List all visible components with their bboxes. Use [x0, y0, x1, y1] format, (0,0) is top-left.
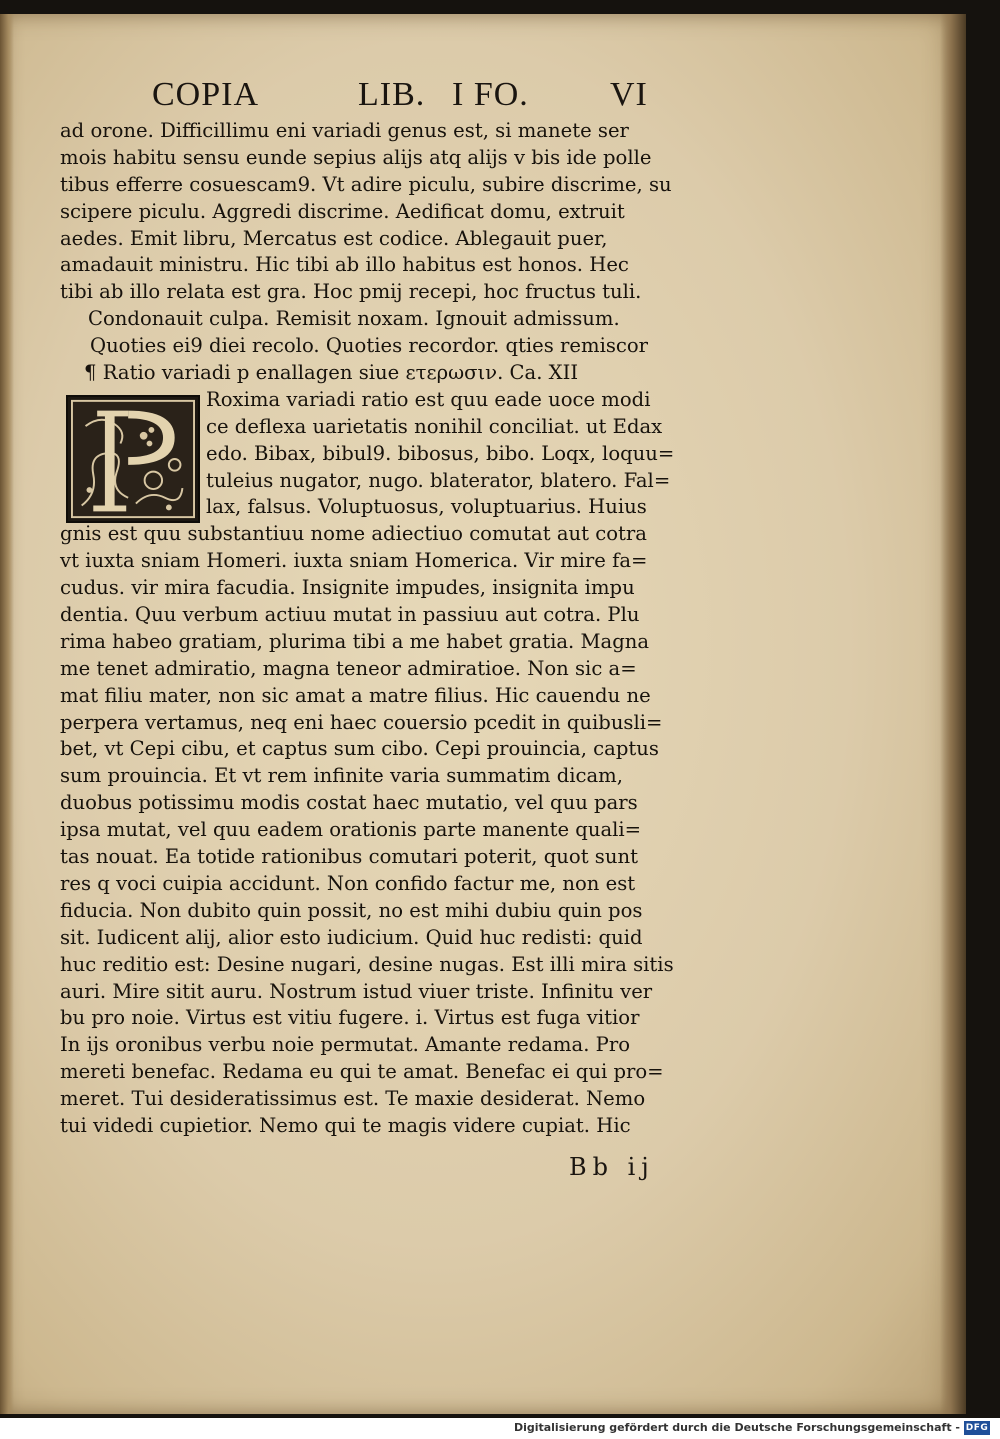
text-line: aedes. Emit libru, Mercatus est codice. Ablegauit puer, — [60, 226, 608, 250]
signature-mark: Bb ij — [569, 1153, 655, 1181]
header-book: LIB. — [358, 76, 426, 113]
text-line: ipsa mutat, vel quu eadem orationis parte manente quali= — [60, 818, 642, 842]
chapter-heading: ¶ Ratio variadi p enallagen siue ετερωσιν. Ca. XII — [84, 361, 579, 385]
text-line: edo. Bibax, bibul9. bibosus, bibo. Loqx, loquu= — [206, 441, 675, 465]
text-line: fiducia. Non dubito quin possit, no est mihi dubiu quin pos — [60, 898, 643, 922]
text-line: huc reditio est: Desine nugari, desine nugas. Est illi mira sitis — [60, 952, 674, 976]
dfg-logo-icon: DFG — [965, 1423, 989, 1433]
page-gutter — [0, 14, 14, 1414]
text-line: tas nouat. Ea totide rationibus comutari poterit, quot sunt — [60, 845, 638, 869]
text-line: scipere piculu. Aggredi discrime. Aedificat domu, extruit — [60, 199, 625, 223]
header-title: COPIA — [152, 76, 260, 113]
text-line: Condonauit culpa. Remisit noxam. Ignouit admissum. — [88, 307, 620, 331]
body-text — [60, 118, 710, 1140]
header-folio-number: VI — [610, 76, 648, 113]
text-line: tibus efferre cosuescam9. Vt adire piculu, subire discrime, su — [60, 172, 672, 196]
page-edge — [940, 14, 966, 1414]
text-line: me tenet admiratio, magna teneor admiratioe. Non sic a= — [60, 656, 637, 680]
text-line: In ijs oronibus verbu noie permutat. Amante redama. Pro — [60, 1033, 630, 1057]
text-line: lax, falsus. Voluptuosus, voluptuarius. Huius — [206, 495, 647, 519]
text-line: tuleius nugator, nugo. blaterator, blatero. Fal= — [206, 468, 671, 492]
text-line: meret. Tui desideratissimus est. Te maxie desiderat. Nemo — [60, 1087, 646, 1111]
text-line: auri. Mire sitit auru. Nostrum istud viuer triste. Infinitu ver — [60, 979, 653, 1003]
text-line: Roxima variadi ratio est quu eade uoce modi — [206, 387, 651, 411]
text-line: duobus potissimu modis costat haec mutatio, vel quu pars — [60, 791, 638, 815]
text-line: mat filiu mater, non sic amat a matre filius. Hic cauendu ne — [60, 683, 651, 707]
text-line: gnis est quu substantiuu nome adiectiuo comutat aut cotra — [60, 522, 647, 546]
funding-credit: Digitalisierung gefördert durch die Deutsche Forschungsgemeinschaft - — [513, 1421, 960, 1434]
text-line: tui videdi cupietior. Nemo qui te magis videre cupiat. Hic — [60, 1113, 631, 1137]
text-line: ce deflexa uarietatis nonihil conciliat. ut Edax — [206, 414, 663, 438]
text-line: dentia. Quu verbum actiuu mutat in passiuu aut cotra. Plu — [60, 603, 640, 627]
text-line: ad orone. Difficillimu eni variadi genus est, si manete ser — [60, 119, 629, 142]
text-line: bet, vt Cepi cibu, et captus sum cibo. Cepi prouincia, captus — [60, 737, 659, 761]
text-line: sum prouincia. Et vt rem infinite varia summatim dicam, — [60, 764, 623, 788]
text-line: vt iuxta sniam Homeri. iuxta sniam Homerica. Vir mire fa= — [60, 549, 648, 573]
text-line: cudus. vir mira facudia. Insignite impudes, insignita impu — [60, 576, 635, 600]
text-line: amadauit ministru. Hic tibi ab illo habitus est honos. Hec — [60, 253, 629, 277]
text-line: mereti benefac. Redama eu qui te amat. Benefac ei qui pro= — [60, 1060, 664, 1084]
footer-bar — [0, 1418, 1000, 1439]
text-line: res q voci cuipia accidunt. Non confido factur me, non est — [60, 871, 636, 895]
text-line: bu pro noie. Virtus est vitiu fugere. i. Virtus est fuga vitior — [60, 1006, 640, 1030]
text-line: Quoties ei9 diei recolo. Quoties recordor. qties remiscor — [90, 334, 649, 358]
text-line: sit. Iudicent alij, alior esto iudicium. Quid huc redisti: quid — [60, 925, 643, 949]
header-folio-label: I FO. — [452, 76, 529, 113]
text-line: tibi ab illo relata est gra. Hoc pmij recepi, hoc fructus tuli. — [60, 280, 642, 304]
running-header — [152, 76, 652, 116]
text-line: mois habitu sensu eunde sepius alijs atq alijs v bis ide polle — [60, 145, 652, 169]
text-line: rima habeo gratiam, plurima tibi a me habet gratia. Magna — [60, 629, 650, 653]
text-line: perpera vertamus, neq eni haec couersio pcedit in quibusli= — [60, 710, 663, 734]
